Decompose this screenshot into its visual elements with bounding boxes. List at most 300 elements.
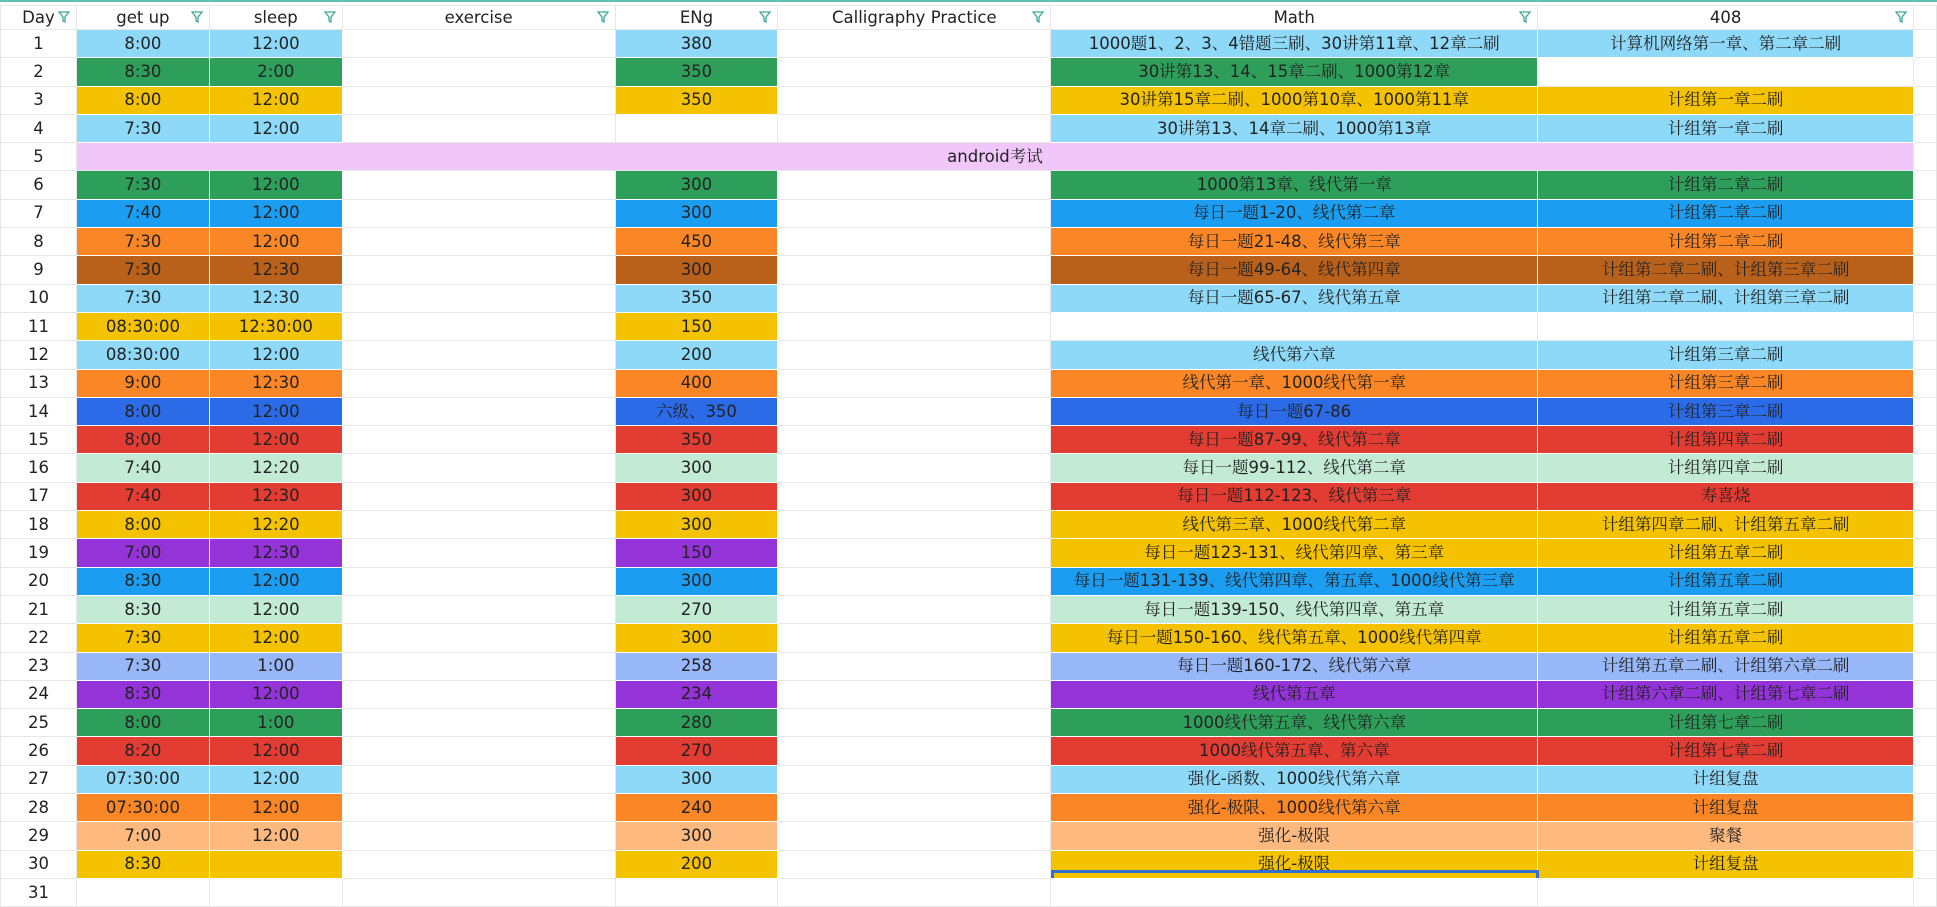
math-cell[interactable]: 30讲第13、14章二刷、1000第13章 xyxy=(1051,114,1538,142)
math-cell[interactable]: 每日一题139-150、线代第四章、第五章 xyxy=(1051,595,1538,623)
math-cell[interactable]: 线代第五章 xyxy=(1051,680,1538,708)
sleep-cell[interactable]: 12:00 xyxy=(209,624,342,652)
math-cell[interactable]: 线代第一章、1000线代第一章 xyxy=(1051,369,1538,397)
sleep-cell[interactable]: 1:00 xyxy=(209,652,342,680)
eng-cell[interactable]: 270 xyxy=(615,595,778,623)
calligraphy-cell[interactable] xyxy=(778,680,1051,708)
math-cell[interactable]: 30讲第13、14、15章二刷、1000第12章 xyxy=(1051,58,1538,86)
eng-cell[interactable]: 200 xyxy=(615,341,778,369)
math-cell[interactable]: 每日一题150-160、线代第五章、1000线代第四章 xyxy=(1051,624,1538,652)
exercise-cell[interactable] xyxy=(342,794,615,822)
day-cell[interactable]: 5 xyxy=(1,143,77,171)
cs408-cell[interactable]: 计组第五章二刷、计组第六章二刷 xyxy=(1538,652,1914,680)
math-cell[interactable]: 每日一题160-172、线代第六章 xyxy=(1051,652,1538,680)
calligraphy-cell[interactable] xyxy=(778,369,1051,397)
empty-cell[interactable] xyxy=(1914,397,1937,425)
calligraphy-cell[interactable] xyxy=(778,30,1051,58)
calligraphy-cell[interactable] xyxy=(778,58,1051,86)
table-row xyxy=(1,171,1937,199)
calligraphy-cell[interactable] xyxy=(778,539,1051,567)
exercise-cell[interactable] xyxy=(342,58,615,86)
exercise-cell[interactable] xyxy=(342,737,615,765)
get-up-cell[interactable]: 8;00 xyxy=(76,426,209,454)
calligraphy-cell[interactable] xyxy=(778,86,1051,114)
exercise-cell[interactable] xyxy=(342,454,615,482)
calligraphy-cell[interactable] xyxy=(778,765,1051,793)
cs408-cell[interactable]: 计组第四章二刷 xyxy=(1538,426,1914,454)
get-up-cell[interactable]: 8:00 xyxy=(76,397,209,425)
get-up-cell[interactable]: 8:00 xyxy=(76,511,209,539)
get-up-cell[interactable]: 7:30 xyxy=(76,171,209,199)
exercise-cell[interactable] xyxy=(342,86,615,114)
exercise-cell[interactable] xyxy=(342,312,615,340)
sleep-cell[interactable]: 12:30 xyxy=(209,369,342,397)
math-cell[interactable]: 30讲第15章二刷、1000第10章、1000第11章 xyxy=(1051,86,1538,114)
sleep-cell[interactable]: 12:00 xyxy=(209,341,342,369)
day-cell[interactable]: 29 xyxy=(1,822,77,850)
day-cell[interactable]: 2 xyxy=(1,58,77,86)
exercise-cell[interactable] xyxy=(342,426,615,454)
cs408-cell[interactable]: 计组第三章二刷 xyxy=(1538,369,1914,397)
get-up-cell[interactable]: 8:30 xyxy=(76,680,209,708)
empty-cell[interactable] xyxy=(1914,765,1937,793)
empty-cell[interactable] xyxy=(1914,595,1937,623)
filter-icon[interactable] xyxy=(1032,10,1044,24)
math-cell[interactable]: 强化-函数、1000线代第六章 xyxy=(1051,765,1538,793)
calligraphy-cell[interactable] xyxy=(778,114,1051,142)
cs408-cell[interactable]: 计组第五章二刷 xyxy=(1538,595,1914,623)
cs408-cell[interactable]: 计组第三章二刷 xyxy=(1538,397,1914,425)
exercise-cell[interactable] xyxy=(342,765,615,793)
sleep-cell[interactable]: 12:00 xyxy=(209,426,342,454)
math-cell[interactable]: 每日一题123-131、线代第四章、第三章 xyxy=(1051,539,1538,567)
header-calligraphy[interactable] xyxy=(778,6,1051,30)
sleep-cell[interactable]: 12:00 xyxy=(209,114,342,142)
calligraphy-cell[interactable] xyxy=(778,737,1051,765)
empty-cell[interactable] xyxy=(1914,822,1937,850)
cs408-cell[interactable]: 计组第六章二刷、计组第七章二刷 xyxy=(1538,680,1914,708)
exercise-cell[interactable] xyxy=(342,878,615,906)
cs408-cell[interactable]: 计算机网络第一章、第二章二刷 xyxy=(1538,30,1914,58)
eng-cell[interactable]: 240 xyxy=(615,794,778,822)
eng-cell[interactable]: 300 xyxy=(615,511,778,539)
eng-cell[interactable]: 150 xyxy=(615,312,778,340)
day-cell[interactable]: 23 xyxy=(1,652,77,680)
day-cell[interactable]: 22 xyxy=(1,624,77,652)
math-cell[interactable]: 每日一题112-123、线代第三章 xyxy=(1051,482,1538,510)
get-up-cell[interactable]: 08:30:00 xyxy=(76,341,209,369)
exercise-cell[interactable] xyxy=(342,228,615,256)
math-cell[interactable]: 强化-极限 xyxy=(1051,850,1538,878)
get-up-cell[interactable]: 07:30:00 xyxy=(76,765,209,793)
day-cell[interactable]: 16 xyxy=(1,454,77,482)
calligraphy-cell[interactable] xyxy=(778,284,1051,312)
empty-cell[interactable] xyxy=(1914,199,1937,227)
cs408-cell[interactable]: 计组第四章二刷、计组第五章二刷 xyxy=(1538,511,1914,539)
get-up-cell[interactable]: 8:30 xyxy=(76,567,209,595)
day-cell[interactable]: 15 xyxy=(1,426,77,454)
header-get-up[interactable] xyxy=(76,6,209,30)
day-cell[interactable]: 3 xyxy=(1,86,77,114)
sleep-cell[interactable]: 12:00 xyxy=(209,822,342,850)
empty-cell[interactable] xyxy=(1914,850,1937,878)
sleep-cell[interactable] xyxy=(209,850,342,878)
empty-cell[interactable] xyxy=(1914,143,1937,171)
cs408-cell[interactable]: 计组第二章二刷 xyxy=(1538,199,1914,227)
math-cell[interactable]: 每日一题21-48、线代第三章 xyxy=(1051,228,1538,256)
math-cell[interactable]: 每日一题99-112、线代第二章 xyxy=(1051,454,1538,482)
filter-icon[interactable] xyxy=(597,10,609,24)
eng-cell[interactable]: 258 xyxy=(615,652,778,680)
math-cell[interactable]: 1000题1、2、3、4错题三刷、30讲第11章、12章二刷 xyxy=(1051,30,1538,58)
exercise-cell[interactable] xyxy=(342,30,615,58)
sleep-cell[interactable]: 12:00 xyxy=(209,595,342,623)
cs408-cell[interactable]: 计组第七章二刷 xyxy=(1538,709,1914,737)
exercise-cell[interactable] xyxy=(342,482,615,510)
exercise-cell[interactable] xyxy=(342,171,615,199)
sleep-cell[interactable]: 12:00 xyxy=(209,30,342,58)
calligraphy-cell[interactable] xyxy=(778,171,1051,199)
eng-cell[interactable]: 300 xyxy=(615,567,778,595)
get-up-cell[interactable]: 7:30 xyxy=(76,624,209,652)
eng-cell[interactable]: 六级、350 xyxy=(615,397,778,425)
sleep-cell[interactable] xyxy=(209,878,342,906)
get-up-cell[interactable]: 8:30 xyxy=(76,595,209,623)
math-cell[interactable]: 1000第13章、线代第一章 xyxy=(1051,171,1538,199)
empty-cell[interactable] xyxy=(1914,794,1937,822)
day-cell[interactable]: 30 xyxy=(1,850,77,878)
math-cell[interactable] xyxy=(1051,312,1538,340)
calligraphy-cell[interactable] xyxy=(778,454,1051,482)
cs408-cell[interactable]: 计组第二章二刷 xyxy=(1538,228,1914,256)
empty-cell[interactable] xyxy=(1914,567,1937,595)
empty-cell[interactable] xyxy=(1914,256,1937,284)
eng-cell[interactable]: 350 xyxy=(615,426,778,454)
empty-cell[interactable] xyxy=(1914,878,1937,906)
exercise-cell[interactable] xyxy=(342,822,615,850)
calligraphy-cell[interactable] xyxy=(778,199,1051,227)
cs408-cell[interactable]: 计组第四章二刷 xyxy=(1538,454,1914,482)
get-up-cell[interactable]: 7:30 xyxy=(76,652,209,680)
cs408-cell[interactable] xyxy=(1538,312,1914,340)
cs408-cell[interactable]: 计组第三章二刷 xyxy=(1538,341,1914,369)
table-row xyxy=(1,199,1937,227)
exercise-cell[interactable] xyxy=(342,709,615,737)
eng-cell[interactable]: 300 xyxy=(615,256,778,284)
cs408-cell[interactable]: 聚餐 xyxy=(1538,822,1914,850)
eng-cell[interactable]: 234 xyxy=(615,680,778,708)
calligraphy-cell[interactable] xyxy=(778,397,1051,425)
get-up-cell[interactable]: 7:00 xyxy=(76,539,209,567)
calligraphy-cell[interactable] xyxy=(778,652,1051,680)
exercise-cell[interactable] xyxy=(342,341,615,369)
get-up-cell[interactable]: 9:00 xyxy=(76,369,209,397)
empty-cell[interactable] xyxy=(1914,511,1937,539)
cs408-cell[interactable]: 计组复盘 xyxy=(1538,850,1914,878)
day-cell[interactable]: 10 xyxy=(1,284,77,312)
calligraphy-cell[interactable] xyxy=(778,256,1051,284)
sleep-cell[interactable]: 12:30 xyxy=(209,539,342,567)
calligraphy-cell[interactable] xyxy=(778,878,1051,906)
math-cell[interactable] xyxy=(1051,878,1538,906)
exercise-cell[interactable] xyxy=(342,624,615,652)
sleep-cell[interactable]: 12:30:00 xyxy=(209,312,342,340)
filter-icon[interactable] xyxy=(1895,10,1907,24)
eng-cell[interactable]: 300 xyxy=(615,171,778,199)
cs408-cell[interactable]: 计组复盘 xyxy=(1538,765,1914,793)
filter-icon[interactable] xyxy=(191,10,203,24)
eng-cell[interactable] xyxy=(615,114,778,142)
filter-icon[interactable] xyxy=(324,10,336,24)
day-cell[interactable]: 17 xyxy=(1,482,77,510)
eng-cell[interactable]: 300 xyxy=(615,765,778,793)
table-row xyxy=(1,86,1937,114)
get-up-cell[interactable]: 7:40 xyxy=(76,454,209,482)
math-cell[interactable]: 线代第三章、1000线代第二章 xyxy=(1051,511,1538,539)
math-cell[interactable]: 强化-极限 xyxy=(1051,822,1538,850)
day-cell[interactable]: 9 xyxy=(1,256,77,284)
sleep-cell[interactable]: 12:30 xyxy=(209,256,342,284)
calligraphy-cell[interactable] xyxy=(778,624,1051,652)
day-cell[interactable]: 11 xyxy=(1,312,77,340)
header-eng[interactable] xyxy=(615,6,778,30)
sleep-cell[interactable]: 12:20 xyxy=(209,454,342,482)
day-cell[interactable]: 4 xyxy=(1,114,77,142)
cs408-cell[interactable]: 计组第五章二刷 xyxy=(1538,567,1914,595)
exercise-cell[interactable] xyxy=(342,199,615,227)
empty-cell[interactable] xyxy=(1914,58,1937,86)
header-408[interactable] xyxy=(1538,6,1914,30)
exercise-cell[interactable] xyxy=(342,595,615,623)
math-cell[interactable]: 强化-极限、1000线代第六章 xyxy=(1051,794,1538,822)
cs408-cell[interactable]: 计组复盘 xyxy=(1538,794,1914,822)
day-cell[interactable]: 21 xyxy=(1,595,77,623)
math-cell[interactable]: 每日一题131-139、线代第四章、第五章、1000线代第三章 xyxy=(1051,567,1538,595)
calligraphy-cell[interactable] xyxy=(778,850,1051,878)
get-up-cell[interactable]: 7:40 xyxy=(76,199,209,227)
math-cell[interactable]: 每日一题67-86 xyxy=(1051,397,1538,425)
get-up-cell[interactable]: 07:30:00 xyxy=(76,794,209,822)
eng-cell[interactable]: 300 xyxy=(615,624,778,652)
get-up-cell[interactable] xyxy=(76,878,209,906)
empty-cell[interactable] xyxy=(1914,369,1937,397)
cs408-cell[interactable]: 计组第七章二刷 xyxy=(1538,737,1914,765)
cs408-cell[interactable]: 寿喜烧 xyxy=(1538,482,1914,510)
eng-cell[interactable] xyxy=(615,878,778,906)
eng-cell[interactable]: 300 xyxy=(615,199,778,227)
filter-icon[interactable] xyxy=(1519,10,1531,24)
exercise-cell[interactable] xyxy=(342,850,615,878)
filter-icon[interactable] xyxy=(58,10,70,24)
eng-cell[interactable]: 350 xyxy=(615,58,778,86)
day-cell[interactable]: 26 xyxy=(1,737,77,765)
sleep-cell[interactable]: 12:00 xyxy=(209,680,342,708)
exercise-cell[interactable] xyxy=(342,680,615,708)
header-day[interactable] xyxy=(1,6,77,30)
get-up-cell[interactable]: 8:20 xyxy=(76,737,209,765)
calligraphy-cell[interactable] xyxy=(778,709,1051,737)
empty-cell[interactable] xyxy=(1914,171,1937,199)
empty-cell[interactable] xyxy=(1914,30,1937,58)
eng-cell[interactable]: 300 xyxy=(615,454,778,482)
day-cell[interactable]: 1 xyxy=(1,30,77,58)
calligraphy-cell[interactable] xyxy=(778,482,1051,510)
exercise-cell[interactable] xyxy=(342,284,615,312)
header-math[interactable] xyxy=(1051,6,1538,30)
cs408-cell[interactable] xyxy=(1538,58,1914,86)
eng-cell[interactable]: 270 xyxy=(615,737,778,765)
sleep-cell[interactable]: 12:00 xyxy=(209,397,342,425)
eng-cell[interactable]: 350 xyxy=(615,86,778,114)
eng-cell[interactable]: 380 xyxy=(615,30,778,58)
empty-cell[interactable] xyxy=(1914,539,1937,567)
math-cell[interactable]: 1000线代第五章、线代第六章 xyxy=(1051,709,1538,737)
get-up-cell[interactable]: 7:30 xyxy=(76,256,209,284)
calligraphy-cell[interactable] xyxy=(778,228,1051,256)
math-cell[interactable]: 每日一题87-99、线代第二章 xyxy=(1051,426,1538,454)
cs408-cell[interactable]: 计组第二章二刷、计组第三章二刷 xyxy=(1538,256,1914,284)
day-cell[interactable]: 7 xyxy=(1,199,77,227)
exercise-cell[interactable] xyxy=(342,567,615,595)
day-cell[interactable]: 20 xyxy=(1,567,77,595)
get-up-cell[interactable]: 8:00 xyxy=(76,30,209,58)
exercise-cell[interactable] xyxy=(342,256,615,284)
day-cell[interactable]: 24 xyxy=(1,680,77,708)
sleep-cell[interactable]: 12:00 xyxy=(209,737,342,765)
table-row xyxy=(1,58,1937,86)
filter-icon[interactable] xyxy=(759,10,771,24)
sleep-cell[interactable]: 1:00 xyxy=(209,709,342,737)
table-row xyxy=(1,595,1937,623)
sleep-cell[interactable]: 12:00 xyxy=(209,794,342,822)
empty-cell[interactable] xyxy=(1914,482,1937,510)
empty-cell[interactable] xyxy=(1914,737,1937,765)
get-up-cell[interactable]: 7:30 xyxy=(76,284,209,312)
get-up-cell[interactable]: 7:30 xyxy=(76,114,209,142)
get-up-cell[interactable]: 8:30 xyxy=(76,850,209,878)
calligraphy-cell[interactable] xyxy=(778,426,1051,454)
eng-cell[interactable]: 200 xyxy=(615,850,778,878)
empty-cell[interactable] xyxy=(1914,709,1937,737)
empty-cell[interactable] xyxy=(1914,341,1937,369)
empty-cell[interactable] xyxy=(1914,652,1937,680)
empty-cell[interactable] xyxy=(1914,454,1937,482)
calligraphy-cell[interactable] xyxy=(778,511,1051,539)
eng-cell[interactable]: 150 xyxy=(615,539,778,567)
day-cell[interactable]: 13 xyxy=(1,369,77,397)
empty-cell[interactable] xyxy=(1914,284,1937,312)
day-cell[interactable]: 18 xyxy=(1,511,77,539)
eng-cell[interactable]: 350 xyxy=(615,284,778,312)
cs408-cell[interactable]: 计组第二章二刷、计组第三章二刷 xyxy=(1538,284,1914,312)
cs408-cell[interactable]: 计组第五章二刷 xyxy=(1538,624,1914,652)
day-cell[interactable]: 14 xyxy=(1,397,77,425)
calligraphy-cell[interactable] xyxy=(778,312,1051,340)
sleep-cell[interactable]: 12:30 xyxy=(209,284,342,312)
exercise-cell[interactable] xyxy=(342,652,615,680)
cs408-cell[interactable]: 计组第一章二刷 xyxy=(1538,86,1914,114)
sleep-cell[interactable]: 12:20 xyxy=(209,511,342,539)
eng-cell[interactable]: 280 xyxy=(615,709,778,737)
table-row xyxy=(1,511,1937,539)
sleep-cell[interactable]: 12:00 xyxy=(209,228,342,256)
sleep-cell[interactable]: 12:00 xyxy=(209,199,342,227)
empty-cell[interactable] xyxy=(1914,114,1937,142)
empty-cell[interactable] xyxy=(1914,624,1937,652)
math-cell[interactable]: 每日一题1-20、线代第二章 xyxy=(1051,199,1538,227)
table-row xyxy=(1,878,1937,906)
exercise-cell[interactable] xyxy=(342,511,615,539)
math-cell[interactable]: 线代第六章 xyxy=(1051,341,1538,369)
cs408-cell[interactable] xyxy=(1538,878,1914,906)
header-sleep[interactable] xyxy=(209,6,342,30)
calligraphy-cell[interactable] xyxy=(778,341,1051,369)
eng-cell[interactable]: 400 xyxy=(615,369,778,397)
cs408-cell[interactable]: 计组第一章二刷 xyxy=(1538,114,1914,142)
exercise-cell[interactable] xyxy=(342,397,615,425)
eng-cell[interactable]: 450 xyxy=(615,228,778,256)
empty-cell[interactable] xyxy=(1914,312,1937,340)
sleep-cell[interactable]: 2:00 xyxy=(209,58,342,86)
math-cell[interactable]: 每日一题65-67、线代第五章 xyxy=(1051,284,1538,312)
header-exercise[interactable] xyxy=(342,6,615,30)
cs408-cell[interactable]: 计组第二章二刷 xyxy=(1538,171,1914,199)
get-up-cell[interactable]: 7:00 xyxy=(76,822,209,850)
get-up-cell[interactable]: 7:40 xyxy=(76,482,209,510)
exercise-cell[interactable] xyxy=(342,369,615,397)
day-cell[interactable]: 19 xyxy=(1,539,77,567)
exercise-cell[interactable] xyxy=(342,114,615,142)
empty-cell[interactable] xyxy=(1914,426,1937,454)
sleep-cell[interactable]: 12:30 xyxy=(209,482,342,510)
day-cell[interactable]: 27 xyxy=(1,765,77,793)
day-cell[interactable]: 28 xyxy=(1,794,77,822)
eng-cell[interactable]: 300 xyxy=(615,822,778,850)
table-row xyxy=(1,454,1937,482)
calligraphy-cell[interactable] xyxy=(778,567,1051,595)
get-up-cell[interactable]: 7:30 xyxy=(76,228,209,256)
sleep-cell[interactable]: 12:00 xyxy=(209,171,342,199)
calligraphy-cell[interactable] xyxy=(778,822,1051,850)
day-cell[interactable]: 31 xyxy=(1,878,77,906)
sleep-cell[interactable]: 12:00 xyxy=(209,86,342,114)
table-row xyxy=(1,822,1937,850)
math-cell[interactable]: 1000线代第五章、第六章 xyxy=(1051,737,1538,765)
sleep-cell[interactable]: 12:00 xyxy=(209,765,342,793)
math-cell[interactable]: 每日一题49-64、线代第四章 xyxy=(1051,256,1538,284)
calligraphy-cell[interactable] xyxy=(778,595,1051,623)
merged-event-cell[interactable] xyxy=(76,143,1913,171)
table-row xyxy=(1,30,1937,58)
get-up-cell[interactable]: 8:30 xyxy=(76,58,209,86)
get-up-cell[interactable]: 8:00 xyxy=(76,86,209,114)
day-cell[interactable]: 6 xyxy=(1,171,77,199)
sleep-cell[interactable]: 12:00 xyxy=(209,567,342,595)
day-cell[interactable]: 12 xyxy=(1,341,77,369)
eng-cell[interactable]: 300 xyxy=(615,482,778,510)
get-up-cell[interactable]: 08:30:00 xyxy=(76,312,209,340)
empty-cell[interactable] xyxy=(1914,680,1937,708)
exercise-cell[interactable] xyxy=(342,539,615,567)
table-row xyxy=(1,143,1937,171)
empty-cell[interactable] xyxy=(1914,228,1937,256)
empty-cell[interactable] xyxy=(1914,86,1937,114)
day-cell[interactable]: 25 xyxy=(1,709,77,737)
cs408-cell[interactable]: 计组第五章二刷 xyxy=(1538,539,1914,567)
calligraphy-cell[interactable] xyxy=(778,794,1051,822)
day-cell[interactable]: 8 xyxy=(1,228,77,256)
get-up-cell[interactable]: 8:00 xyxy=(76,709,209,737)
